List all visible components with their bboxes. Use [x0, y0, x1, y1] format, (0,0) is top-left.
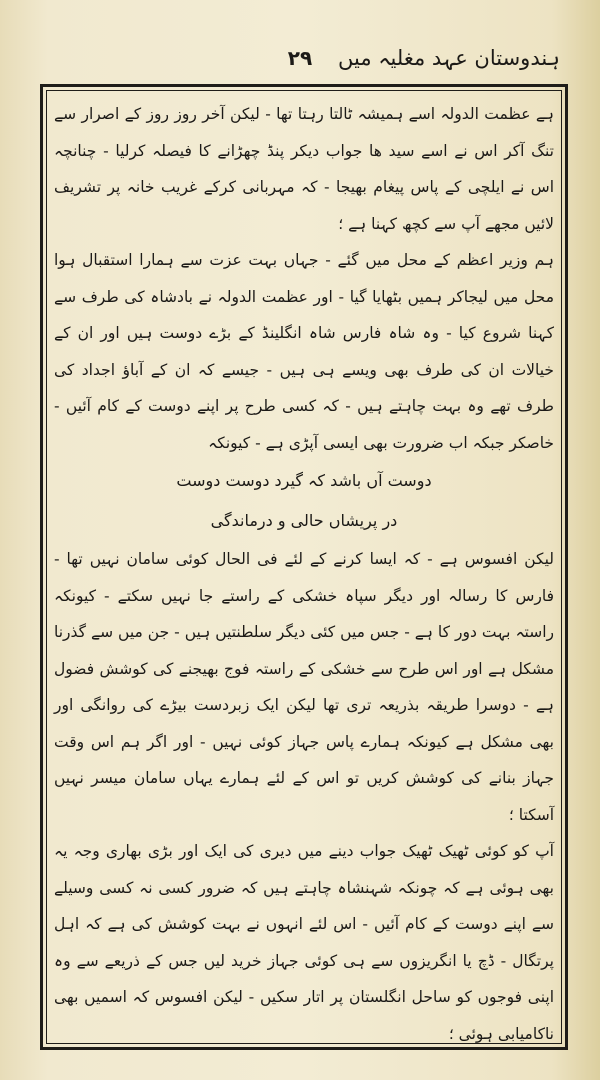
paragraph-2: ہم وزیر اعظم کے محل میں گئے - جہاں بہت عزت سے ہمارا استقبال ہوا محل میں لیجاکر ہمیں بٹھایا گیا - اور عظمت الدولہ نے بادشاہ کی طرف سے کہنا شروع کیا - وہ شاہ فارس شاہ انگلینڈ کے بڑے دوست ہیں اور ان کے خیالات ان کی طرف بھی ویسے ہی ہیں - جیسے کہ ان کے آباؤ اجداد کی طرف تھے وہ بہت چاہتے ہیں - کہ کسی طرح پر اپنے دوست کے کام آئیں - خاصکر جبکہ اب ضرورت بھی ایسی آپڑی ہے - کیونکہ [54, 251, 554, 452]
paragraph-1: ہے عظمت الدولہ اسے ہمیشہ ٹالتا رہتا تھا - لیکن آخر روز روز کے اصرار سے تنگ آکر اس نے اسے سید ھا جواب دیکر پنڈ چھڑانے کا فیصلہ کرلیا - چنانچہ اس نے ایلچی کے پاس پیغام بھیجا - کہ مہربانی کرکے غریب خانہ پر تشریف لائیں مجھے آپ سے کچھ کہنا ہے ؛ [54, 105, 554, 233]
paragraph-3: لیکن افسوس ہے - کہ ایسا کرنے کے لئے فی الحال کوئی سامان نہیں تھا - فارس کا رسالہ اور دیگر سپاہ خشکی کے راستے جا نہیں سکتے - کیونکہ راستہ بہت دور کا ہے - جس میں کئی دیگر سلطنتیں ہیں - جن میں سے گذرنا مشکل ہے اور اس طرح سے خشکی کے راستہ فوج بھیجنے کی کوشش فضول ہے - دوسرا طریقہ بذریعہ تری تھا لیکن ایک زبردست بیڑے کی روانگی اور بھی مشکل ہے کیونکہ ہمارے پاس جہاز کوئی نہیں - اور اگر ہم اس وقت جہاز بنانے کی کوشش کریں تو اس کے لئے ہمارے یہاں سامان میسر نہیں آسکتا ؛ [54, 550, 554, 824]
running-title: ہندوستان عہد مغلیہ میں [338, 46, 560, 70]
paragraph-4: آپ کو کوئی ٹھیک ٹھیک جواب دینے میں دیری کی ایک اور بڑی بھاری وجہ یہ بھی ہوئی ہے کہ چونکہ شہنشاہ چاہتے ہیں کہ ضرور کسی نہ کسی وسیلے سے اپنے دوست کے کام آئیں - اس لئے انہوں نے بہت کوشش کی ہے کہ اہل پرتگال - ڈچ یا انگریزوں سے ہی کوئی جہاز خرید لیں جس کے ذریعے سے وہ اپنی فوجوں کو ساحل انگلستان پر اتار سکیں - لیکن افسوس کہ اسمیں بھی ناکامیابی ہوئی ؛ [54, 842, 554, 1043]
page-number: ۲۹ [287, 46, 313, 70]
body-text [54, 96, 554, 1052]
bleed-through-header [0, 8, 600, 30]
page-header [40, 46, 560, 82]
verse-line-2: در پریشاں حالی و درماندگی [210, 511, 398, 530]
verse-line-1: دوست آں باشد کہ گیرد دوست دوست [176, 471, 432, 490]
